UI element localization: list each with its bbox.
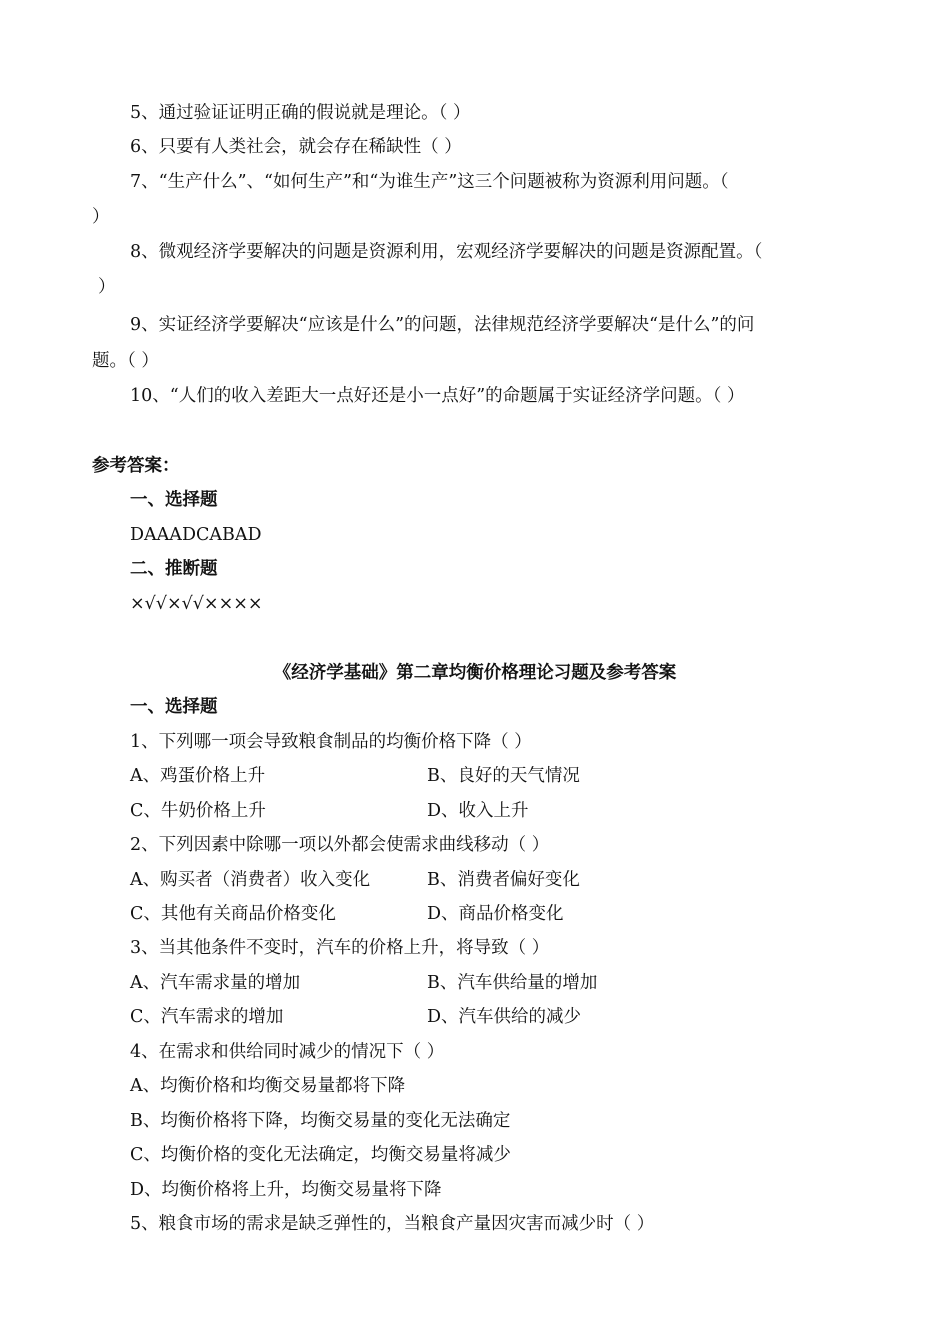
ch2-q1-option-c: C、牛奶价格上升 bbox=[130, 801, 266, 821]
ch2-q3-option-d: D、汽车供给的减少 bbox=[427, 1007, 582, 1027]
ch2-q1-option-b: B、良好的天气情况 bbox=[427, 766, 580, 786]
answers-heading: 参考答案： bbox=[92, 456, 180, 476]
question-7-continued: ） bbox=[92, 207, 110, 227]
ch2-q2-option-a: A、购买者（消费者）收入变化 bbox=[130, 870, 371, 890]
question-5: 5、通过验证证明正确的假说就是理论。（ ） bbox=[130, 103, 471, 123]
ch2-q4-option-a: A、均衡价格和均衡交易量都将下降 bbox=[130, 1076, 406, 1096]
answers-choice-heading: 一、选择题 bbox=[130, 490, 218, 510]
question-7: 7、“生产什么”、“如何生产”和“为谁生产”这三个问题被称为资源利用问题。（ bbox=[130, 172, 729, 192]
question-9-continued: 题。（ ） bbox=[92, 351, 159, 371]
ch2-question-2: 2、下列因素中除哪一项以外都会使需求曲线移动（ ） bbox=[130, 835, 550, 855]
ch2-q3-option-a: A、汽车需求量的增加 bbox=[130, 973, 301, 993]
answers-judge-heading: 二、推断题 bbox=[130, 559, 218, 579]
ch2-q3-option-b: B、汽车供给量的增加 bbox=[427, 973, 598, 993]
ch2-q2-option-d: D、商品价格变化 bbox=[427, 904, 564, 924]
ch2-q3-option-c: C、汽车需求的增加 bbox=[130, 1007, 284, 1027]
ch2-q2-option-c: C、其他有关商品价格变化 bbox=[130, 904, 336, 924]
ch2-question-1: 1、下列哪一项会导致粮食制品的均衡价格下降（ ） bbox=[130, 732, 532, 752]
question-8: 8、微观经济学要解决的问题是资源利用，宏观经济学要解决的问题是资源配置。（ bbox=[130, 242, 763, 262]
question-6: 6、只要有人类社会，就会存在稀缺性（ ） bbox=[130, 137, 462, 157]
question-8-continued: ） bbox=[98, 277, 116, 297]
ch2-q4-option-b: B、均衡价格将下降，均衡交易量的变化无法确定 bbox=[130, 1111, 511, 1131]
ch2-q2-option-b: B、消费者偏好变化 bbox=[427, 870, 580, 890]
question-10: 10、“人们的收入差距大一点好还是小一点好”的命题属于实证经济学问题。（ ） bbox=[130, 386, 745, 406]
ch2-q4-option-d: D、均衡价格将上升，均衡交易量将下降 bbox=[130, 1180, 442, 1200]
ch2-question-5: 5、粮食市场的需求是缺乏弹性的，当粮食产量因灾害而减少时（ ） bbox=[130, 1214, 655, 1234]
question-9: 9、实证经济学要解决“应该是什么”的问题，法律规范经济学要解决“是什么”的问 bbox=[130, 315, 755, 335]
ch2-question-4: 4、在需求和供给同时减少的情况下（ ） bbox=[130, 1042, 445, 1062]
ch2-q1-option-a: A、鸡蛋价格上升 bbox=[130, 766, 266, 786]
chapter-title: 《经济学基础》第二章均衡价格理论习题及参考答案 bbox=[273, 663, 677, 683]
chapter-choice-heading: 一、选择题 bbox=[130, 697, 218, 717]
answers-judge-values: ×√√×√√×××× bbox=[130, 594, 263, 614]
ch2-q4-option-c: C、均衡价格的变化无法确定，均衡交易量将减少 bbox=[130, 1145, 511, 1165]
ch2-q1-option-d: D、收入上升 bbox=[427, 801, 529, 821]
answers-choice-values: DAAADCABAD bbox=[130, 525, 262, 545]
ch2-question-3: 3、当其他条件不变时，汽车的价格上升，将导致（ ） bbox=[130, 938, 550, 958]
